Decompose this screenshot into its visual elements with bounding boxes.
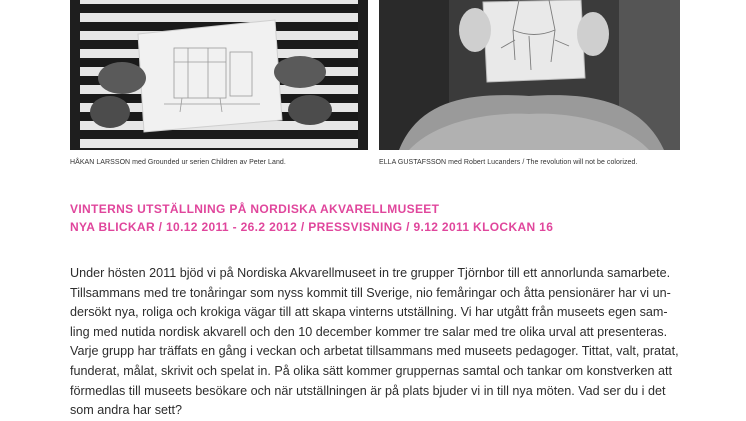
- body-line: dersökt nya, roliga och krokiga vägar till att skapa vinterns utställning. Vi har utgått från museets egen sam-: [70, 305, 668, 320]
- headline-dates: NYA BLICKAR / 10.12 2011 - 26.2 2012 / PRESSVISNING / 9.12 2011 KLOCKAN 16: [70, 220, 554, 234]
- held-drawing: [483, 0, 585, 82]
- body-line: Under hösten 2011 bjöd vi på Nordiska Akvarellmuseet in tre grupper Tjörnbor till ett annorlunda samarbete.: [70, 266, 671, 280]
- photo-caption-left: HÅKAN LARSSON med Grounded ur serien Children av Peter Land.: [70, 159, 286, 166]
- body-paragraph: [70, 264, 682, 421]
- body-line: som andra har sett?: [70, 403, 183, 418]
- photo-hakan-larsson: [70, 0, 368, 150]
- body-line: Tillsammans med tre tonåringar som nyss kommit till Sverige, nio femåringar och åtta pensionärer har vi un-: [70, 285, 671, 300]
- photo-caption-right: ELLA GUSTAFSSON med Robert Lucanders / The revolution will not be colorized.: [379, 159, 638, 166]
- body-line: ling med nutida nordisk akvarell och den 10 december kommer tre salar med tre olika urval att presenteras.: [70, 324, 668, 339]
- photo-hakan-larsson-image: [70, 0, 368, 150]
- body-line: funderat, målat, skrivit och spelat in. På olika sätt kommer gruppernas samtal och tankar om konstverken att: [70, 363, 672, 378]
- body-line: förmedlas till museets besökare och när utställningen är på plats bjuder vi in till nya möten. Vad ser du i det: [70, 383, 666, 398]
- photo-ella-gustafsson: [379, 0, 680, 150]
- headline-title: VINTERNS UTSTÄLLNING PÅ NORDISKA AKVARELLMUSEET: [70, 202, 440, 216]
- body-line: Varje grupp har träffats en gång i veckan och arbetat tillsammans med museets pedagoger. Tittat, valt, pratat,: [70, 344, 679, 359]
- photo-ella-gustafsson-image: [379, 0, 680, 150]
- held-sketch-card: [138, 20, 282, 132]
